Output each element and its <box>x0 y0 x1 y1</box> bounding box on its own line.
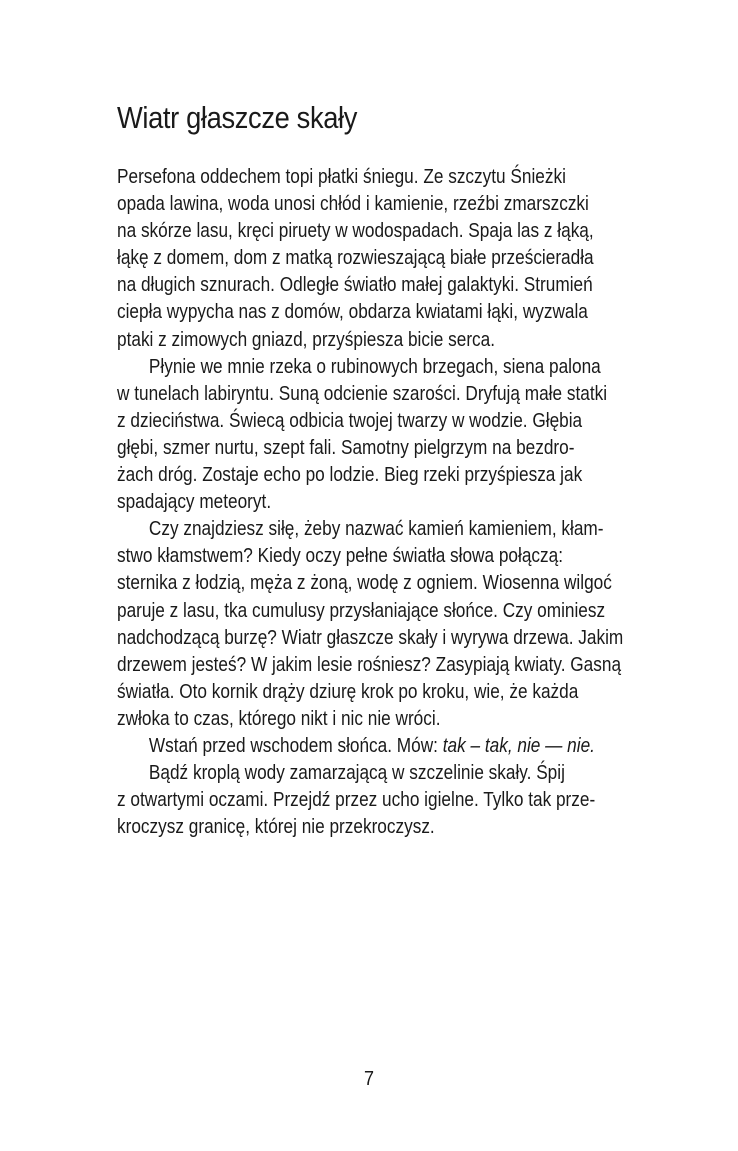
text-line: sternika z łodzią, męża z żoną, wodę z ogniem. Wiosenna wilgoć <box>117 571 612 595</box>
text-line: na skórze lasu, kręci piruety w wodospadach. Spaja las z łąką, <box>117 219 594 243</box>
paragraphs-part-2 <box>117 759 627 840</box>
text-line: paruje z lasu, tka cumulusy przysłaniające słońce. Czy ominiesz <box>117 598 606 622</box>
text-line: z otwartymi oczami. Przejdź przez ucho igielne. Tylko tak prze- <box>117 788 596 812</box>
paragraphs-part-1 <box>117 163 627 732</box>
text-line-wstan-italic: tak – tak, nie — nie. <box>442 733 595 757</box>
text-line: łąkę z domem, dom z matką rozwieszającą białe prześcieradła <box>117 246 594 270</box>
text-line: zwłoka to czas, którego nikt i nic nie wróci. <box>117 706 441 730</box>
text-line: z dzieciństwa. Świecą odbicia twojej twarzy w wodzie. Głębia <box>117 408 583 432</box>
text-line-wstan <box>117 732 595 759</box>
text-line: Czy znajdziesz siłę, żeby nazwać kamień kamieniem, kłam- <box>148 517 604 541</box>
page-title: Wiatr głaszcze skały <box>117 100 358 135</box>
text-line: spadający meteoryt. <box>117 490 272 514</box>
text-line: Bądź kroplą wody zamarzającą w szczelinie skały. Śpij <box>148 761 565 785</box>
text-line: ptaki z zimowych gniazd, przyśpiesza bicie serca. <box>117 327 496 351</box>
body-text <box>117 163 627 840</box>
text-line: żach dróg. Zostaje echo po lodzie. Bieg rzeki przyśpiesza jak <box>117 463 583 487</box>
text-line: opada lawina, woda unosi chłód i kamienie, rzeźbi zmarszczki <box>117 192 589 216</box>
text-line: Płynie we mnie rzeka o rubinowych brzegach, siena palona <box>148 354 601 378</box>
text-line: Persefona oddechem topi płatki śniegu. Ze szczytu Śnieżki <box>117 165 566 188</box>
text-line: na długich sznurach. Odległe światło małej galaktyki. Strumień <box>117 273 593 297</box>
text-line: głębi, szmer nurtu, szept fali. Samotny pielgrzym na bezdro- <box>117 435 575 459</box>
text-line: kroczysz granicę, której nie przekroczysz. <box>117 815 435 839</box>
text-line: nadchodzącą burzę? Wiatr głaszcze skały i wyrywa drzewa. Jakim <box>117 625 624 649</box>
text-line: światła. Oto kornik drąży dziurę krok po kroku, wie, że każda <box>117 679 579 703</box>
text-line: w tunelach labiryntu. Suną odcienie szarości. Dryfują małe statki <box>117 381 608 405</box>
text-line: ciepła wypycha nas z domów, obdarza kwiatami łąki, wyzwala <box>117 300 588 324</box>
page-number: 7 <box>363 1068 375 1090</box>
text-line: drzewem jesteś? W jakim lesie rośniesz? Zasypiają kwiaty. Gasną <box>117 652 622 676</box>
text-line: stwo kłamstwem? Kiedy oczy pełne światła słowa połączą: <box>117 544 564 568</box>
text-line-wstan-plain: Wstań przed wschodem słońca. Mów: <box>148 733 443 757</box>
